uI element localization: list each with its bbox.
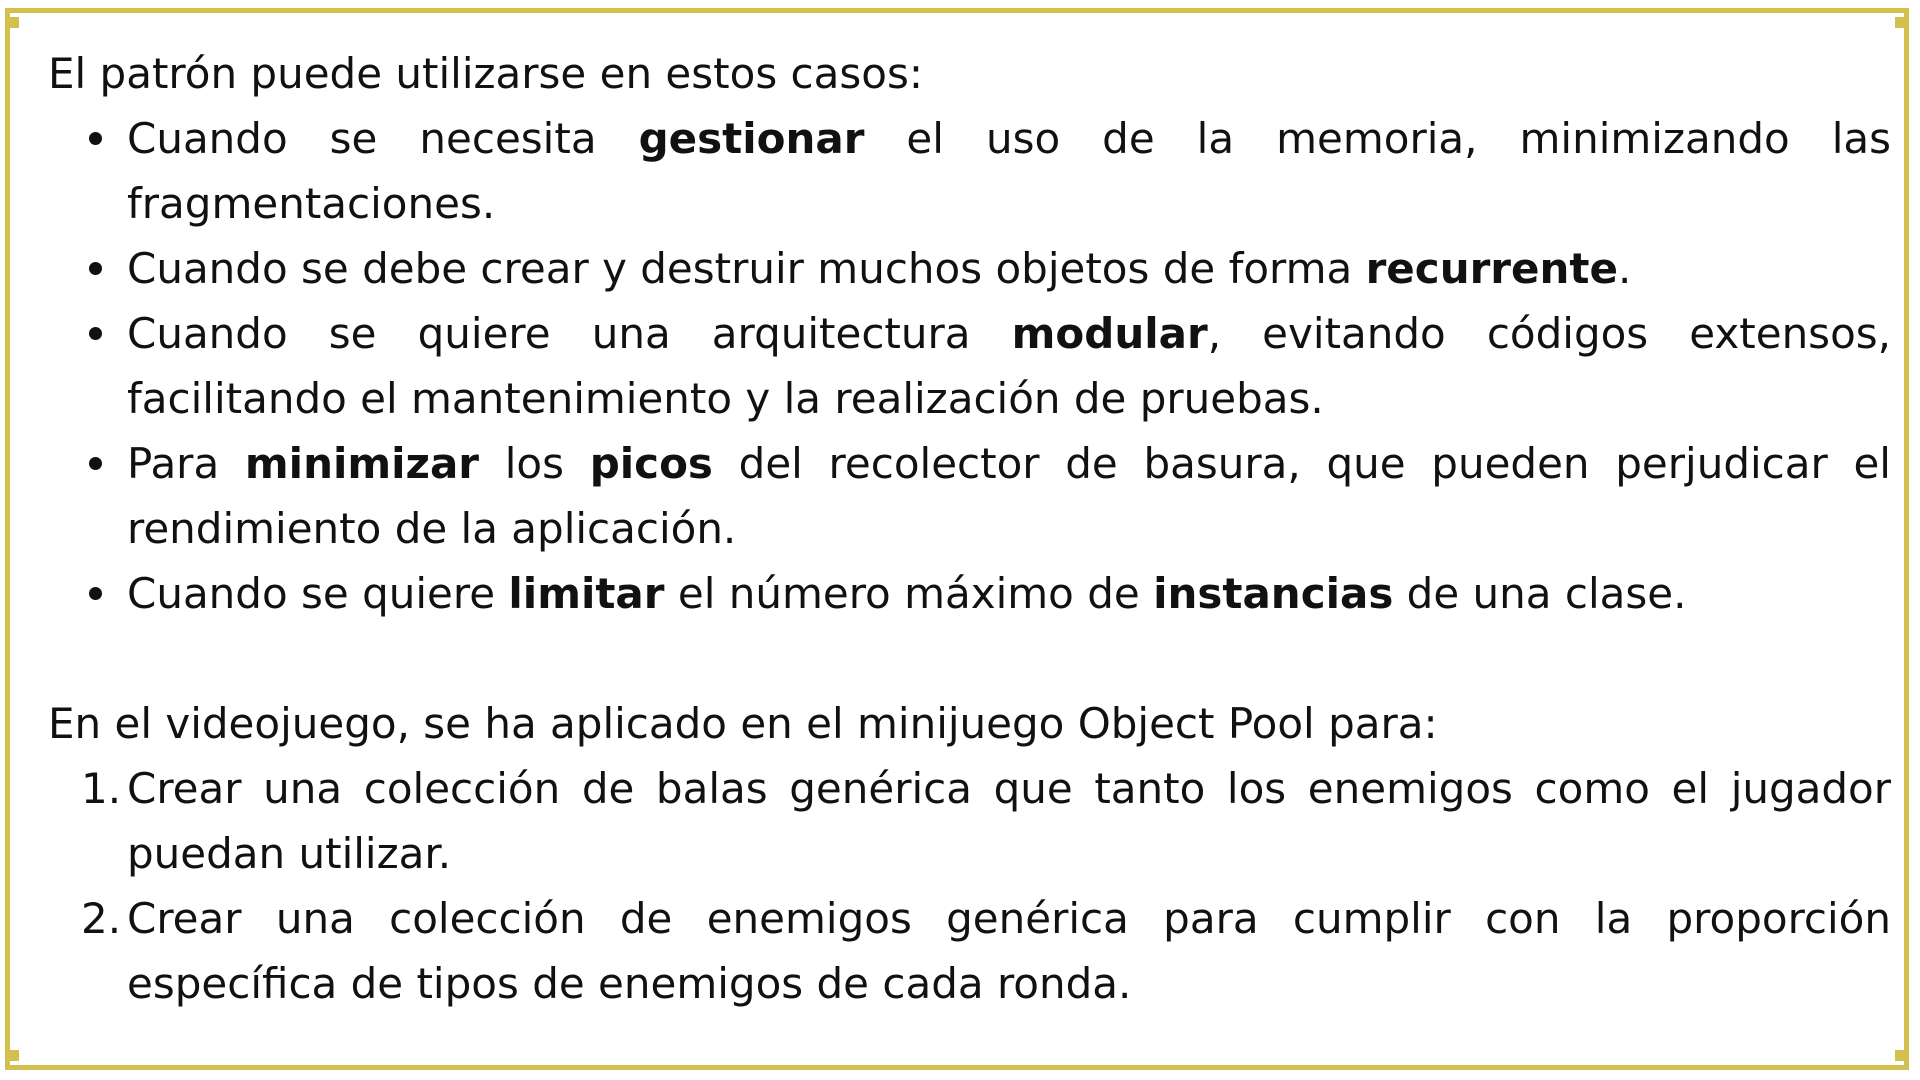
bold-keyword: instancias: [1153, 569, 1394, 618]
bold-keyword: gestionar: [638, 114, 865, 163]
bullet-text: Cuando se quiere una arquitectura modular, evitando códigos extensos, facilitando el mantenimiento y la realización de pruebas.: [127, 309, 1891, 423]
document-frame: [5, 8, 1909, 1070]
bullet-item: [48, 236, 1891, 301]
usage-numbered-list: [48, 756, 1891, 1016]
bullet-item: [48, 301, 1891, 431]
bullet-text: Cuando se debe crear y destruir muchos objetos de forma recurrente.: [127, 244, 1632, 293]
intro-paragraph-videogame: En el videojuego, se ha aplicado en el minijuego Object Pool para:: [48, 699, 1438, 748]
bullet-text: Cuando se necesita gestionar el uso de la memoria, minimizando las fragmentaciones.: [127, 114, 1892, 228]
bullet-icon: [89, 587, 102, 600]
intro-paragraph-cases: El patrón puede utilizarse en estos casos:: [48, 49, 923, 98]
bold-keyword: picos: [589, 439, 713, 488]
frame-corner-ornament: [1895, 17, 1904, 28]
bullet-text: Cuando se quiere limitar el número máximo de instancias de una clase.: [127, 569, 1687, 618]
bold-keyword: recurrente: [1365, 244, 1618, 293]
bullet-icon: [89, 262, 102, 275]
list-number: 1.: [81, 764, 122, 813]
bullet-icon: [89, 132, 102, 145]
bullet-icon: [89, 457, 102, 470]
cases-bullet-list: [48, 106, 1891, 626]
numbered-item: [48, 886, 1891, 1016]
document-body: [48, 41, 1891, 1016]
numbered-text: Crear una colección de enemigos genérica para cumplir con la proporción específica de tipos de enemigos de cada ronda.: [127, 894, 1891, 1008]
bullet-item: [48, 431, 1891, 561]
bullet-text: Para minimizar los picos del recolector de basura, que pueden perjudicar el rendimiento de la aplicación.: [127, 439, 1891, 553]
bullet-item: [48, 561, 1891, 626]
paragraph-spacer: [48, 626, 1891, 691]
numbered-text: Crear una colección de balas genérica que tanto los enemigos como el jugador puedan utilizar.: [127, 764, 1891, 878]
bullet-icon: [89, 327, 102, 340]
frame-corner-ornament: [10, 1050, 19, 1061]
bold-keyword: modular: [1011, 309, 1208, 358]
numbered-item: [48, 756, 1891, 886]
list-number: 2.: [81, 894, 122, 943]
frame-corner-ornament: [10, 17, 19, 28]
bold-keyword: limitar: [508, 569, 665, 618]
bold-keyword: minimizar: [244, 439, 480, 488]
bullet-item: [48, 106, 1891, 236]
frame-corner-ornament: [1895, 1050, 1904, 1061]
